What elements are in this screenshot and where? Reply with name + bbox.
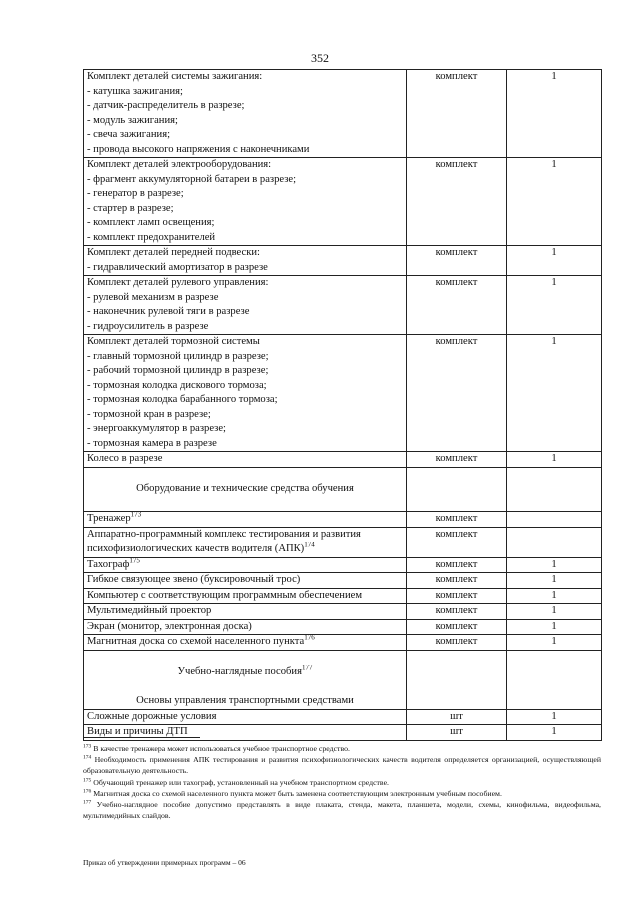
qty-text bbox=[507, 512, 601, 527]
qty-cell bbox=[507, 467, 602, 512]
item-description bbox=[84, 650, 407, 709]
section-heading bbox=[84, 665, 406, 680]
unit-cell bbox=[407, 725, 507, 741]
item-description bbox=[84, 467, 407, 512]
qty-text: 1 bbox=[551, 558, 557, 570]
unit-text: комплект bbox=[435, 513, 478, 524]
item-component: - провода высокого напряжения с наконечниками bbox=[87, 143, 310, 155]
table-row bbox=[84, 70, 602, 158]
item-text: Мультимедийный проектор bbox=[87, 605, 212, 616]
item-title: Аппаратно-программный комплекс тестирования и развития bbox=[87, 528, 361, 540]
qty-text: 1 bbox=[551, 726, 557, 737]
unit-cell bbox=[407, 588, 507, 604]
item-component: - комплект предохранителей bbox=[87, 231, 216, 243]
item-description bbox=[84, 70, 407, 158]
item-description bbox=[84, 619, 407, 635]
item-title bbox=[84, 589, 406, 604]
unit-cell bbox=[407, 604, 507, 620]
qty-text: 1 bbox=[551, 71, 557, 82]
unit-cell bbox=[407, 527, 507, 557]
unit-text: комплект bbox=[435, 636, 478, 647]
table-row bbox=[84, 557, 602, 573]
item-text: психофизиологических качеств водителя (АПК) bbox=[87, 543, 305, 554]
item-component: - фрагмент аккумуляторной батареи в разрезе; bbox=[87, 173, 297, 185]
unit-cell bbox=[407, 335, 507, 452]
qty-cell bbox=[507, 709, 602, 725]
unit-text: комплект bbox=[435, 605, 478, 616]
unit-text: комплект bbox=[435, 558, 478, 570]
item-text: Тренажер bbox=[87, 513, 131, 524]
table-row bbox=[84, 635, 602, 651]
qty-cell bbox=[507, 650, 602, 709]
qty-cell bbox=[507, 527, 602, 557]
table-row bbox=[84, 650, 602, 709]
table-row bbox=[84, 588, 602, 604]
qty-cell bbox=[507, 158, 602, 246]
qty-text: 1 bbox=[551, 605, 557, 616]
unit-cell bbox=[407, 452, 507, 468]
unit-text: комплект bbox=[435, 453, 478, 464]
unit-cell bbox=[407, 573, 507, 589]
item-component: - рулевой механизм в разрезе bbox=[87, 291, 219, 303]
unit-text: комплект bbox=[435, 620, 478, 632]
item-text: Экран (монитор, электронная доска) bbox=[87, 620, 252, 632]
item-component: - энергоаккумулятор в разрезе; bbox=[87, 423, 226, 434]
qty-cell bbox=[507, 246, 602, 276]
item-title: Комплект деталей передней подвески: bbox=[87, 247, 260, 258]
unit-cell bbox=[407, 635, 507, 651]
unit-text: комплект bbox=[435, 159, 478, 170]
item-component: - наконечник рулевой тяги в разрезе bbox=[87, 306, 250, 317]
footnote bbox=[83, 788, 601, 799]
table-row bbox=[84, 467, 602, 512]
unit-cell bbox=[407, 650, 507, 709]
item-text: Тахограф bbox=[87, 558, 130, 570]
table-row bbox=[84, 512, 602, 528]
footnote-separator bbox=[83, 737, 200, 738]
footnote-text: Необходимость применения АПК тестирования и развития психофизиологических качеств водителя определяется организацией, осуществляющей образовательную деятельность. bbox=[83, 755, 601, 776]
item-description bbox=[84, 557, 407, 573]
unit-cell bbox=[407, 557, 507, 573]
item-component: - тормозной кран в разрезе; bbox=[87, 408, 211, 420]
unit-text: комплект bbox=[435, 336, 478, 347]
item-description bbox=[84, 246, 407, 276]
table-row bbox=[84, 527, 602, 557]
qty-cell bbox=[507, 588, 602, 604]
item-component: - главный тормозной цилиндр в разрезе; bbox=[87, 350, 269, 362]
qty-text: 1 bbox=[551, 277, 557, 288]
footnote-text: В качестве тренажера может использоваться учебное транспортное средство. bbox=[91, 744, 350, 753]
item-component: - модуль зажигания; bbox=[87, 114, 178, 126]
footnote-text: Магнитная доска со схемой населенного пункта может быть заменена соответствующим электронным учебным пособием. bbox=[91, 788, 502, 798]
spacer bbox=[84, 651, 406, 666]
item-component: - тормозная колодка дискового тормоза; bbox=[87, 379, 267, 391]
table-row bbox=[84, 619, 602, 635]
item-component: - рабочий тормозной цилиндр в разрезе; bbox=[87, 365, 269, 376]
section-heading: Оборудование и технические средства обучения bbox=[136, 483, 354, 494]
table-row bbox=[84, 709, 602, 725]
table-row bbox=[84, 452, 602, 468]
unit-cell bbox=[407, 619, 507, 635]
page-number: 352 bbox=[311, 51, 329, 65]
footnote-ref: 176 bbox=[304, 635, 315, 642]
unit-text: комплект bbox=[435, 528, 478, 540]
qty-cell bbox=[507, 452, 602, 468]
footnote-ref: 177 bbox=[301, 665, 313, 672]
unit-text: комплект bbox=[435, 574, 478, 585]
unit-text: комплект bbox=[435, 71, 478, 82]
section-heading-text: Учебно-наглядные пособия bbox=[177, 666, 302, 677]
qty-cell bbox=[507, 619, 602, 635]
item-description bbox=[84, 335, 407, 452]
item-description bbox=[84, 604, 407, 620]
qty-text: 1 bbox=[551, 453, 557, 464]
item-text: Гибкое связующее звено (буксировочный трос) bbox=[87, 574, 301, 585]
unit-text: комплект bbox=[435, 277, 478, 288]
unit-cell bbox=[407, 467, 507, 512]
table-row bbox=[84, 276, 602, 335]
footnote-ref: 174 bbox=[304, 542, 315, 549]
spacer bbox=[84, 680, 406, 695]
equipment-table bbox=[83, 69, 602, 741]
item-title bbox=[84, 635, 406, 650]
item-title bbox=[84, 604, 406, 619]
qty-cell bbox=[507, 70, 602, 158]
item-component: - комплект ламп освещения; bbox=[87, 217, 215, 228]
item-title bbox=[84, 558, 406, 573]
unit-text: шт bbox=[450, 726, 463, 737]
qty-text: 1 bbox=[551, 636, 557, 647]
footnote-number: 173 bbox=[83, 743, 92, 750]
footnote-number: 174 bbox=[83, 754, 92, 761]
item-title-cont bbox=[84, 542, 406, 557]
item-description bbox=[84, 276, 407, 335]
footnote bbox=[83, 777, 601, 788]
unit-cell bbox=[407, 70, 507, 158]
table-row bbox=[84, 573, 602, 589]
spacer bbox=[84, 497, 406, 512]
item-title: Виды и причины ДТП bbox=[87, 726, 188, 737]
footnote-ref: 175 bbox=[129, 557, 140, 564]
qty-text: 1 bbox=[551, 336, 557, 347]
qty-text: 1 bbox=[551, 589, 557, 601]
item-description bbox=[84, 709, 407, 725]
unit-text: комплект bbox=[435, 247, 478, 258]
subsection-heading: Основы управления транспортными средствами bbox=[136, 695, 354, 706]
spacer bbox=[84, 468, 406, 483]
footnote bbox=[83, 754, 601, 776]
unit-cell bbox=[407, 709, 507, 725]
unit-cell bbox=[407, 246, 507, 276]
document-footer: Приказ об утверждении примерных программ – 06 bbox=[83, 858, 246, 867]
table-row bbox=[84, 335, 602, 452]
footnote-text: Обучающий тренажер или тахограф, установленный на учебном транспортном средстве. bbox=[91, 777, 389, 787]
item-component: - датчик-распределитель в разрезе; bbox=[87, 100, 245, 111]
item-title: Комплект деталей тормозной системы bbox=[87, 336, 260, 347]
item-description bbox=[84, 512, 407, 528]
item-title: Комплект деталей электрооборудования: bbox=[87, 159, 272, 170]
unit-cell bbox=[407, 158, 507, 246]
item-title bbox=[84, 620, 406, 635]
item-title bbox=[84, 573, 406, 588]
qty-text bbox=[507, 528, 601, 543]
footnote-number: 176 bbox=[83, 788, 92, 795]
item-title: Комплект деталей системы зажигания: bbox=[87, 71, 263, 82]
qty-cell bbox=[507, 573, 602, 589]
footnotes bbox=[83, 743, 601, 821]
unit-text: шт bbox=[450, 710, 463, 722]
table-row bbox=[84, 246, 602, 276]
qty-cell bbox=[507, 276, 602, 335]
footnote-ref: 173 bbox=[130, 512, 142, 519]
qty-text: 1 bbox=[551, 710, 557, 722]
qty-text: 1 bbox=[551, 159, 557, 170]
item-title bbox=[84, 512, 406, 527]
item-component: - тормозная колодка барабанного тормоза; bbox=[87, 394, 278, 405]
table-row bbox=[84, 158, 602, 246]
qty-cell bbox=[507, 604, 602, 620]
item-component: - свеча зажигания; bbox=[87, 129, 171, 140]
item-description bbox=[84, 588, 407, 604]
qty-cell bbox=[507, 512, 602, 528]
unit-cell bbox=[407, 512, 507, 528]
item-description bbox=[84, 635, 407, 651]
item-component: - генератор в разрезе; bbox=[87, 188, 184, 199]
footnote bbox=[83, 799, 601, 821]
item-title: Колесо в разрезе bbox=[87, 453, 163, 464]
item-component: - гидравлический амортизатор в разрезе bbox=[87, 261, 268, 273]
table-row bbox=[84, 604, 602, 620]
item-text: Компьютер с соответствующим программным обеспечением bbox=[87, 589, 363, 601]
unit-text: комплект bbox=[435, 589, 478, 601]
item-description bbox=[84, 452, 407, 468]
unit-cell bbox=[407, 276, 507, 335]
qty-cell bbox=[507, 335, 602, 452]
item-component: - тормозная камера в разрезе bbox=[87, 437, 217, 449]
item-component: - стартер в разрезе; bbox=[87, 202, 174, 214]
footnote-number: 175 bbox=[83, 777, 92, 784]
qty-text: 1 bbox=[551, 620, 557, 632]
item-component: - катушка зажигания; bbox=[87, 85, 183, 97]
qty-cell bbox=[507, 557, 602, 573]
qty-text: 1 bbox=[551, 247, 557, 258]
qty-cell bbox=[507, 725, 602, 741]
item-description bbox=[84, 573, 407, 589]
footnote-text: Учебно-наглядное пособие допустимо представлять в виде плаката, стенда, макета, планшета, модели, схемы, кинофильма, видеофильма, мультимедийных слайдов. bbox=[83, 800, 601, 821]
footnote bbox=[83, 743, 601, 754]
qty-cell bbox=[507, 635, 602, 651]
item-title: Сложные дорожные условия bbox=[87, 710, 217, 722]
qty-text: 1 bbox=[551, 574, 557, 585]
item-text: Магнитная доска со схемой населенного пункта bbox=[87, 636, 305, 647]
item-title: Комплект деталей рулевого управления: bbox=[87, 277, 269, 288]
footnote-number: 177 bbox=[83, 799, 92, 806]
item-component: - гидроусилитель в разрезе bbox=[87, 320, 209, 332]
item-description bbox=[84, 158, 407, 246]
item-description bbox=[84, 527, 407, 557]
